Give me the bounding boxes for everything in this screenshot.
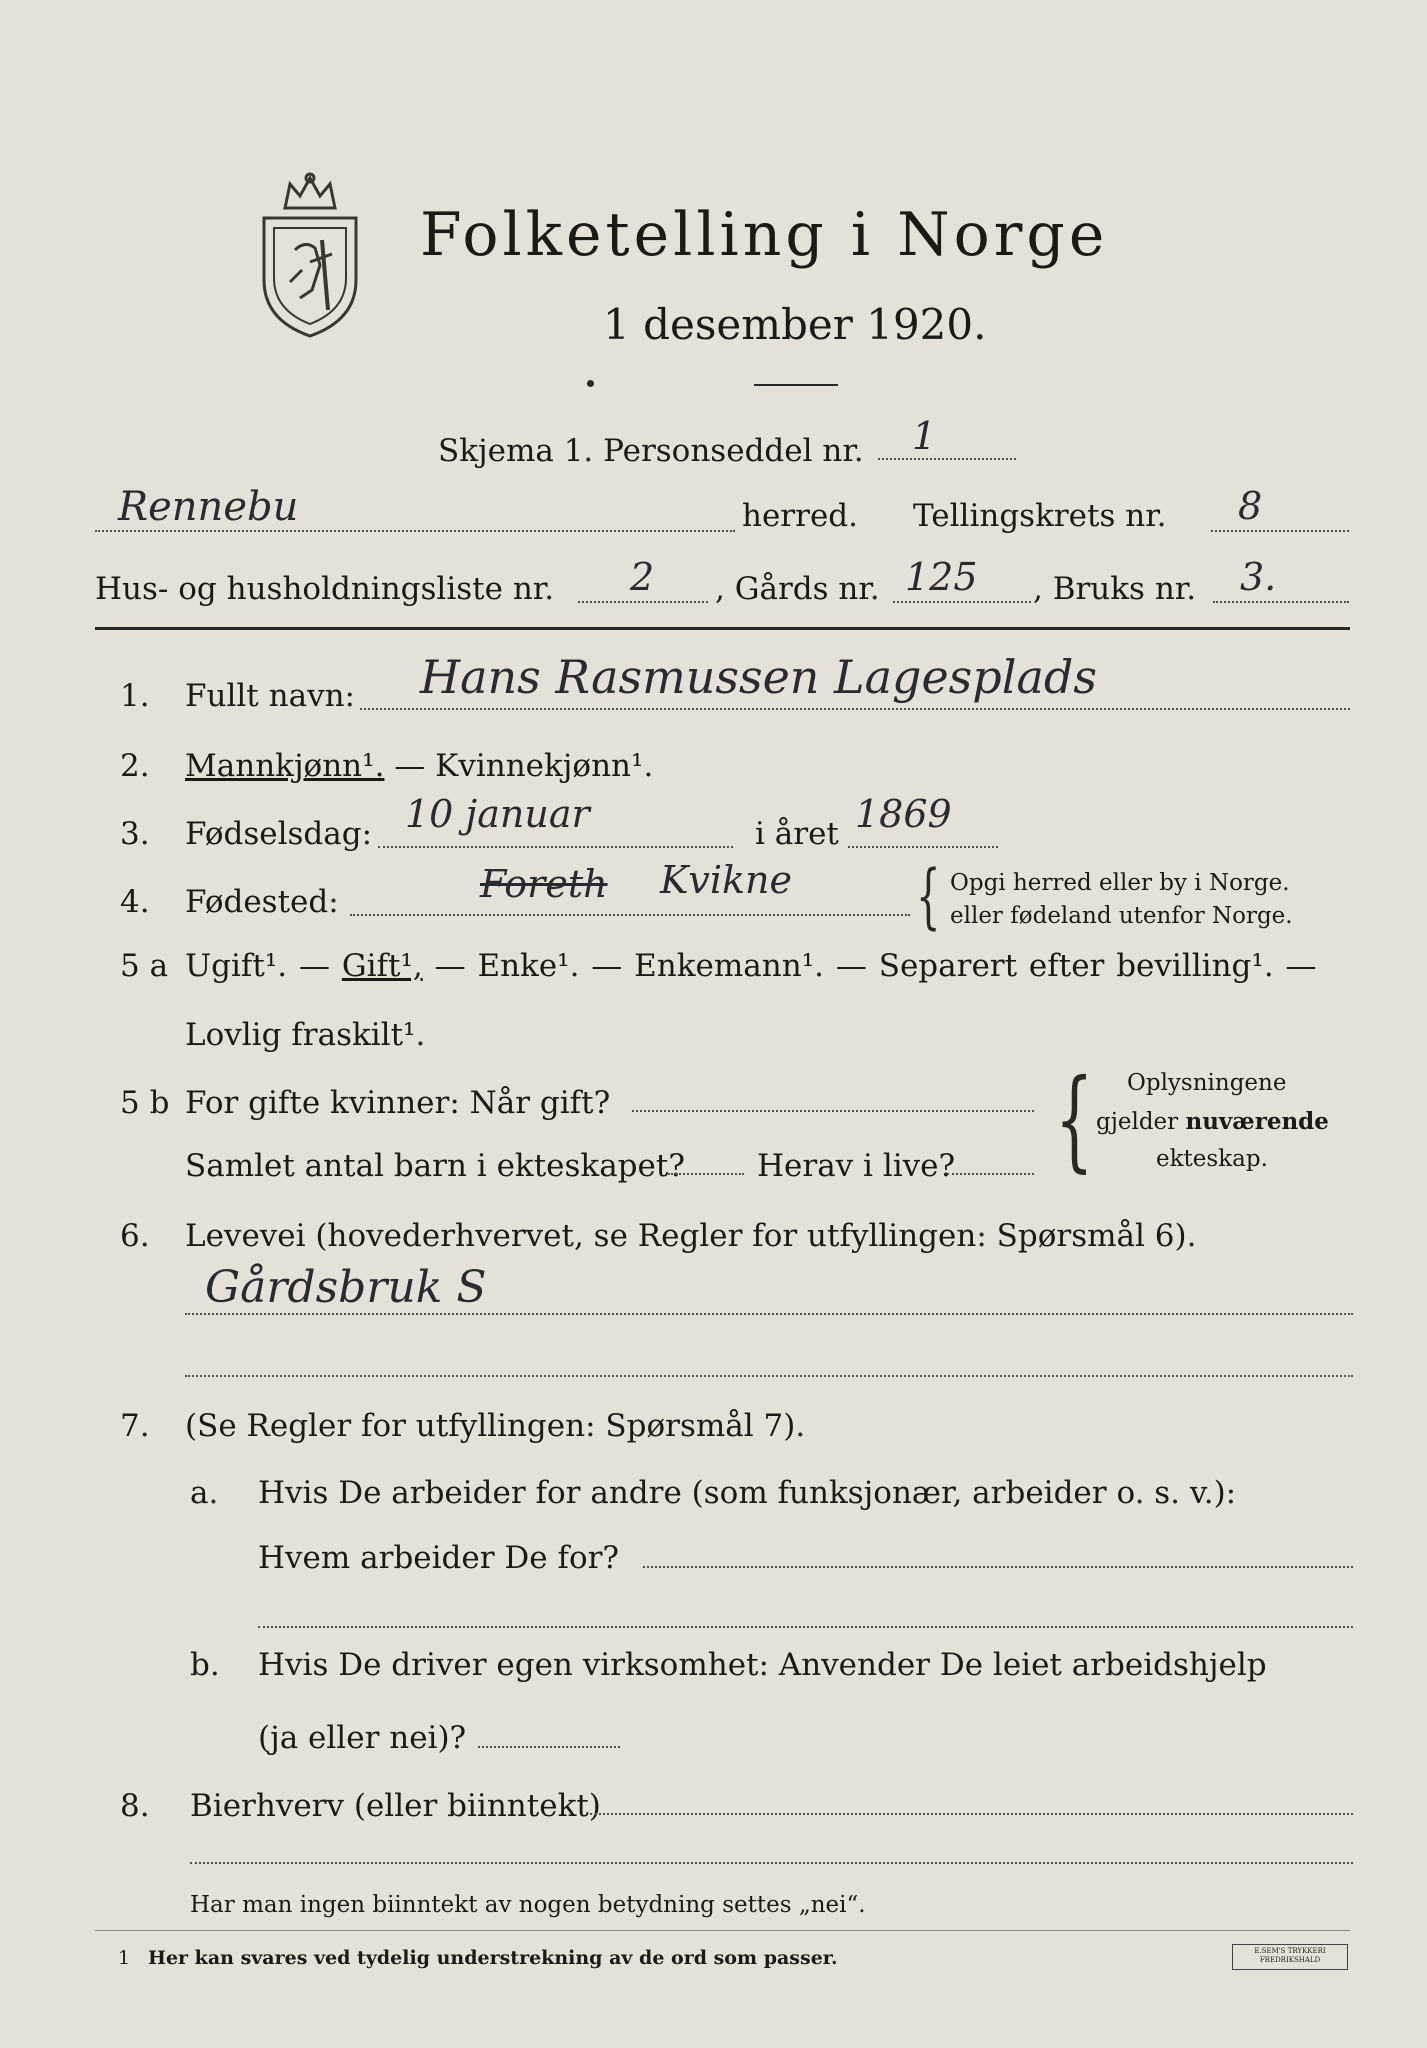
- tellingskrets-value: 8: [1238, 484, 1263, 528]
- q5a-enkemann: Enkemann¹.: [634, 948, 824, 984]
- q8-line-2: [190, 1862, 1353, 1864]
- q6-value: Gårdsbruk S: [205, 1262, 487, 1313]
- coat-of-arms-icon: [250, 170, 370, 340]
- q7b-letter: b.: [190, 1647, 220, 1683]
- bruks-line: [1213, 601, 1349, 603]
- footer-rule: [95, 1930, 1350, 1931]
- census-date: 1 desember 1920.: [603, 300, 987, 349]
- q5b-brace: {: [1055, 1055, 1094, 1183]
- q5b-children-line: [668, 1173, 744, 1175]
- q7b-text-2: (ja eller nei)?: [258, 1720, 467, 1756]
- q3-line: [378, 846, 733, 848]
- q1-label: Fullt navn:: [185, 678, 355, 714]
- gards-label: , Gårds nr.: [715, 571, 880, 607]
- household-list-line: [578, 601, 708, 603]
- municipality-value: Rennebu: [118, 484, 299, 530]
- q5a-options: [185, 948, 1317, 984]
- q5b-label: For gifte kvinner: Når gift?: [185, 1085, 611, 1121]
- q7-label: (Se Regler for utfyllingen: Spørsmål 7).: [185, 1408, 806, 1444]
- tellingskrets-label: Tellingskrets nr.: [913, 498, 1167, 534]
- municipality-line: [95, 530, 735, 532]
- q5a-enke: Enke¹.: [477, 948, 580, 984]
- q5a-dash-2: —: [422, 948, 478, 984]
- q3-value: 10 januar: [405, 792, 590, 836]
- printer-line-1: E.SEM'S TRYKKERI: [1254, 1947, 1326, 1955]
- q5b-note-2b: nuværende: [1185, 1108, 1329, 1135]
- header-divider: [95, 627, 1350, 630]
- q2-separator: —: [384, 748, 436, 784]
- household-list-label: Hus- og husholdningsliste nr.: [95, 571, 555, 607]
- title-short-rule: [754, 384, 838, 386]
- q7-number: 7.: [120, 1408, 150, 1444]
- q1-line: [360, 708, 1350, 710]
- q6-line-2: [185, 1375, 1353, 1377]
- q5b-alive-label: Herav i live?: [757, 1148, 956, 1184]
- q4-value: Kvikne: [660, 858, 792, 902]
- q3-number: 3.: [120, 816, 150, 852]
- footnote-text: Her kan svares ved tydelig understrekning av de ord som passer.: [148, 1947, 838, 1969]
- q7a-line-2: [258, 1626, 1353, 1628]
- q7a-text-2: Hvem arbeider De for?: [258, 1540, 620, 1576]
- q4-note-2: eller fødeland utenfor Norge.: [950, 903, 1293, 929]
- gards-value: 125: [905, 555, 978, 599]
- q3-year-value: 1869: [855, 792, 952, 836]
- herred-label: herred.: [742, 498, 858, 534]
- footer-note: Har man ingen biinntekt av nogen betydning settes „nei“.: [190, 1892, 866, 1918]
- q8-label: Bierhverv (eller biinntekt): [190, 1788, 601, 1824]
- q6-label: Levevei (hovederhvervet, se Regler for utfyllingen: Spørsmål 6).: [185, 1218, 1197, 1254]
- q7b-line: [478, 1746, 620, 1748]
- footnote-mark: 1: [118, 1947, 131, 1969]
- q5b-note-2a: gjelder: [1096, 1109, 1179, 1135]
- tellingskrets-line: [1211, 530, 1349, 532]
- q6-line-1: [185, 1313, 1353, 1315]
- schema-value: 1: [912, 414, 937, 458]
- q4-brace: {: [916, 855, 941, 937]
- q5a-dash-5: —: [1273, 948, 1317, 984]
- q5a-number: 5 a: [120, 948, 169, 984]
- q7a-text: Hvis De arbeider for andre (som funksjonær, arbeider o. s. v.):: [258, 1475, 1237, 1511]
- q5b-alive-line: [947, 1173, 1034, 1175]
- schema-value-line: [878, 458, 1016, 460]
- q2-options: [185, 748, 653, 784]
- household-list-value: 2: [630, 555, 655, 599]
- q5a-ugift: Ugift¹.: [185, 948, 288, 984]
- q2-number: 2.: [120, 748, 150, 784]
- schema-label: Skjema 1. Personseddel nr.: [438, 433, 864, 469]
- q5a-dash-4: —: [824, 948, 879, 984]
- q1-value: Hans Rasmussen Lagesplads: [420, 650, 1097, 704]
- q4-label: Fødested:: [185, 884, 339, 920]
- printer-line-2: FREDRIKSHALD: [1259, 1956, 1321, 1964]
- q5a-dash-1: —: [287, 948, 342, 984]
- bruks-value: 3.: [1240, 555, 1277, 599]
- q1-number: 1.: [120, 678, 150, 714]
- q5a-dash-3: —: [579, 948, 635, 984]
- q5b-married-line: [632, 1110, 1034, 1112]
- q4-struck-value: Foreth: [480, 862, 608, 906]
- q7a-line-1: [643, 1566, 1353, 1568]
- printer-stamp: [1232, 1944, 1348, 1970]
- bruks-label: , Bruks nr.: [1033, 571, 1197, 607]
- q8-number: 8.: [120, 1788, 150, 1824]
- q4-number: 4.: [120, 884, 150, 920]
- q3-year-line: [848, 846, 998, 848]
- q5a-separert: Separert efter bevilling¹.: [878, 948, 1274, 984]
- q7a-letter: a.: [190, 1475, 219, 1511]
- q6-number: 6.: [120, 1218, 150, 1254]
- form-title: Folketelling i Norge: [420, 200, 1109, 270]
- q4-line: [350, 914, 910, 916]
- q5a-gift: Gift¹,: [341, 948, 423, 984]
- gards-line: [893, 601, 1031, 603]
- q5b-children-label: Samlet antal barn i ekteskapet?: [185, 1148, 685, 1184]
- q3-label: Fødselsdag:: [185, 816, 373, 852]
- q5b-note-3: ekteskap.: [1156, 1146, 1268, 1172]
- q5b-note-1: Oplysningene: [1127, 1070, 1287, 1096]
- q5b-note-2: [1096, 1108, 1329, 1135]
- q5b-number: 5 b: [120, 1085, 170, 1121]
- title-dot: [587, 380, 594, 387]
- q2-female-option: Kvinnekjønn¹.: [435, 748, 654, 784]
- q2-male-option: Mannkjønn¹.: [185, 748, 385, 784]
- q4-note-1: Opgi herred eller by i Norge.: [950, 870, 1290, 896]
- q8-line-1: [590, 1813, 1353, 1815]
- q3-year-label: i året: [755, 816, 839, 852]
- q5a-fraskilt: Lovlig fraskilt¹.: [185, 1017, 426, 1053]
- q7b-text: Hvis De driver egen virksomhet: Anvender De leiet arbeidshjelp: [258, 1647, 1267, 1683]
